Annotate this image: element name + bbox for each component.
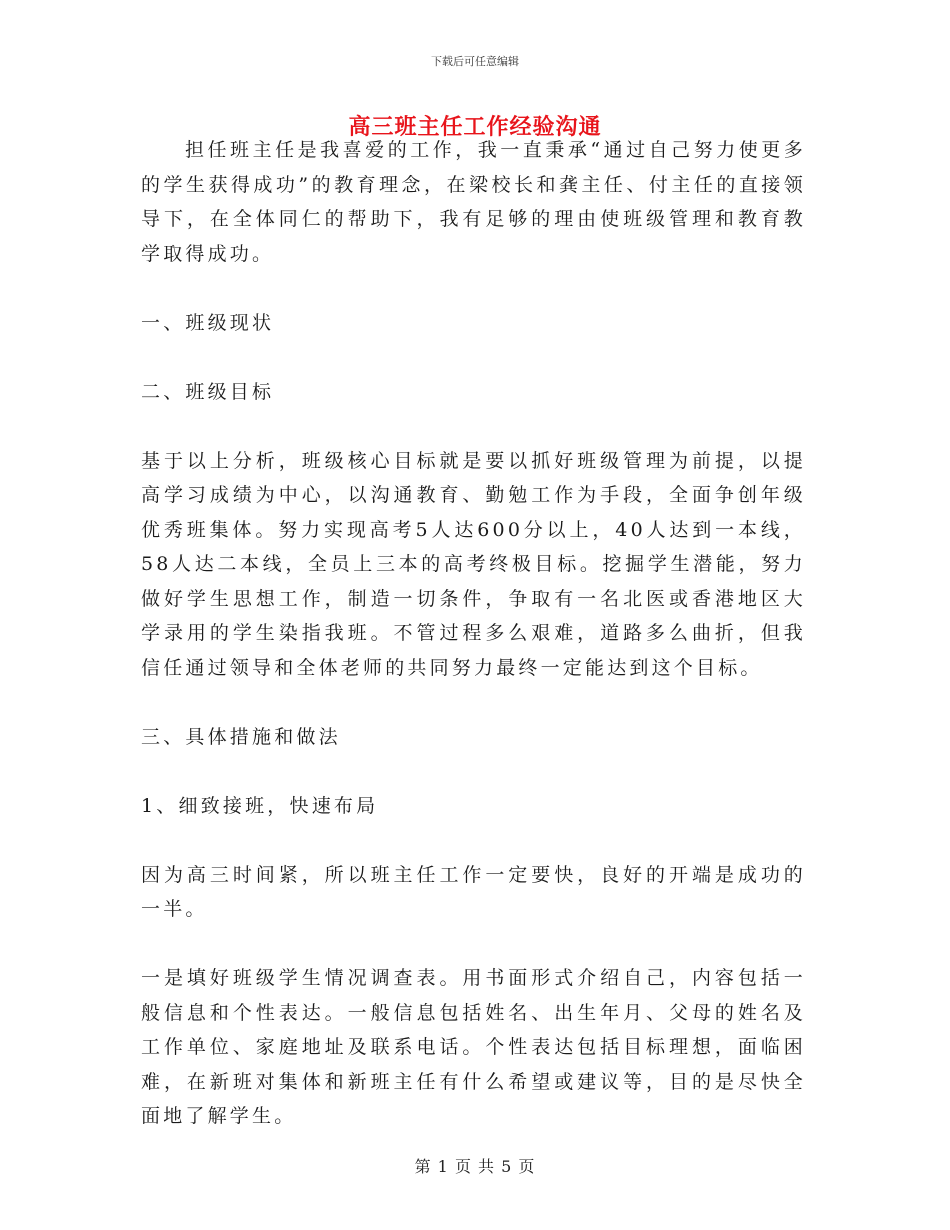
paragraph-goals: 基于以上分析，班级核心目标就是要以抓好班级管理为前提，以提高学习成绩为中心，以沟通教育、勤勉工作为手段，全面争创年级优秀班集体。努力实现高考5人达600分以上，40人达到一本线，58人达二本线，全员上三本的高考终极目标。挖掘学生潜能，努力做好学生思想工作，制造一切条件，争取有一名北医或香港地区大学录用的学生染指我班。不管过程多么艰难，道路多么曲折，但我信任通过领导和全体老师的共同努力最终一定能达到这个目标。 [141, 449, 806, 679]
section-heading-measures: 三、具体措施和做法 [141, 725, 341, 748]
paragraph-survey: 一是填好班级学生情况调查表。用书面形式介绍自己，内容包括一般信息和个性表达。一般信息包括姓名、出生年月、父母的姓名及工作单位、家庭地址及联系电话。个性表达包括目标理想，面临困难，在新班对集体和新班主任有什么希望或建议等，目的是尽快全面地了解学生。 [141, 967, 806, 1127]
page-number: 第 1 页 共 5 页 [414, 1157, 536, 1176]
paragraph-intro: 担任班主任是我喜爱的工作，我一直秉承“通过自己努力使更多的学生获得成功”的教育理念，在梁校长和龚主任、付主任的直接领导下，在全体同仁的帮助下，我有足够的理由使班级管理和教育教学取得成功。 [141, 139, 806, 265]
paragraph-timing: 因为高三时间紧，所以班主任工作一定要快，良好的开端是成功的一半。 [141, 863, 806, 920]
section-heading-class-status: 一、班级现状 [141, 311, 275, 334]
header-note: 下载后可任意编辑 [431, 55, 519, 68]
document-title: 高三班主任工作经验沟通 [348, 114, 602, 140]
section-heading-class-goals: 二、班级目标 [141, 380, 275, 403]
document-body [141, 133, 806, 1134]
subsection-heading-takeover: 1、细致接班，快速布局 [141, 794, 379, 817]
